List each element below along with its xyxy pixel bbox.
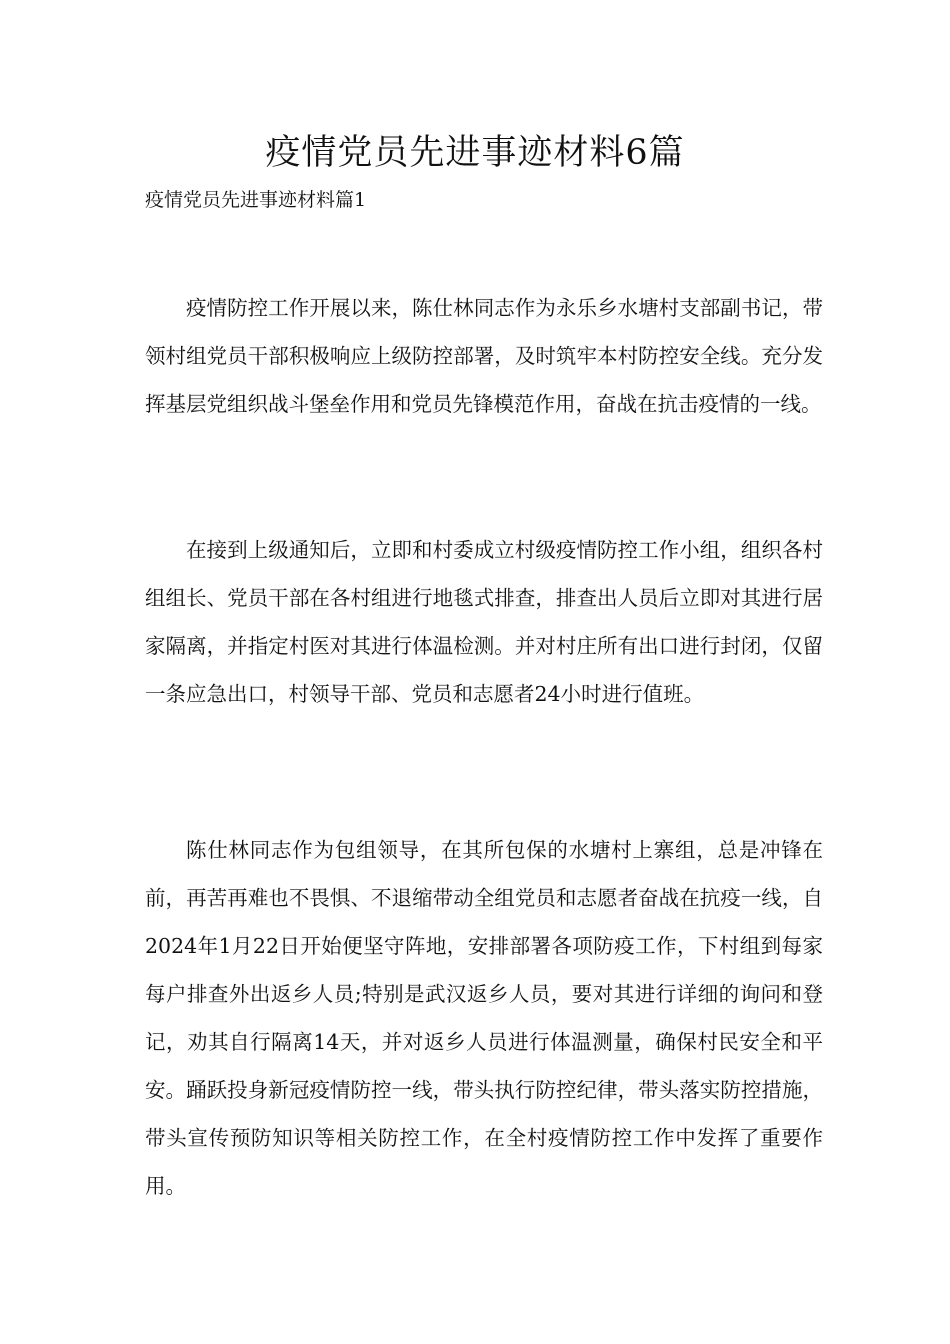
paragraph-1: 疫情防控工作开展以来，陈仕林同志作为永乐乡水塘村支部副书记，带领村组党员干部积极响应上级防控部署，及时筑牢本村防控安全线。充分发挥基层党组织战斗堡垒作用和党员先锋模范作用，奋战在抗击疫情的一线。 (145, 296, 823, 416)
paragraph-2: 在接到上级通知后，立即和村委成立村级疫情防控工作小组，组织各村组组长、党员干部在各村组进行地毯式排查，排查出人员后立即对其进行居家隔离，并指定村医对其进行体温检测。并对村庄所有出口进行封闭，仅留一条应急出口，村领导干部、党员和志愿者24小时进行值班。 (145, 538, 823, 706)
paragraph-3: 陈仕林同志作为包组领导，在其所包保的水塘村上寨组，总是冲锋在前，再苦再难也不畏惧、不退缩带动全组党员和志愿者奋战在抗疫一线，自2024年1月22日开始便坚守阵地，安排部署各项防疫工作，下村组到每家每户排查外出返乡人员;特别是武汉返乡人员，要对其进行详细的询问和登记，劝其自行隔离14天，并对返乡人员进行体温测量，确保村民安全和平安。踊跃投身新冠疫情防控一线，带头执行防控纪律，带头落实防控措施，带头宣传预防知识等相关防控工作，在全村疫情防控工作中发挥了重要作用。 (145, 838, 823, 1198)
section-heading: 疫情党员先进事迹材料篇1 (145, 189, 367, 211)
document-title: 疫情党员先进事迹材料6篇 (265, 133, 685, 173)
